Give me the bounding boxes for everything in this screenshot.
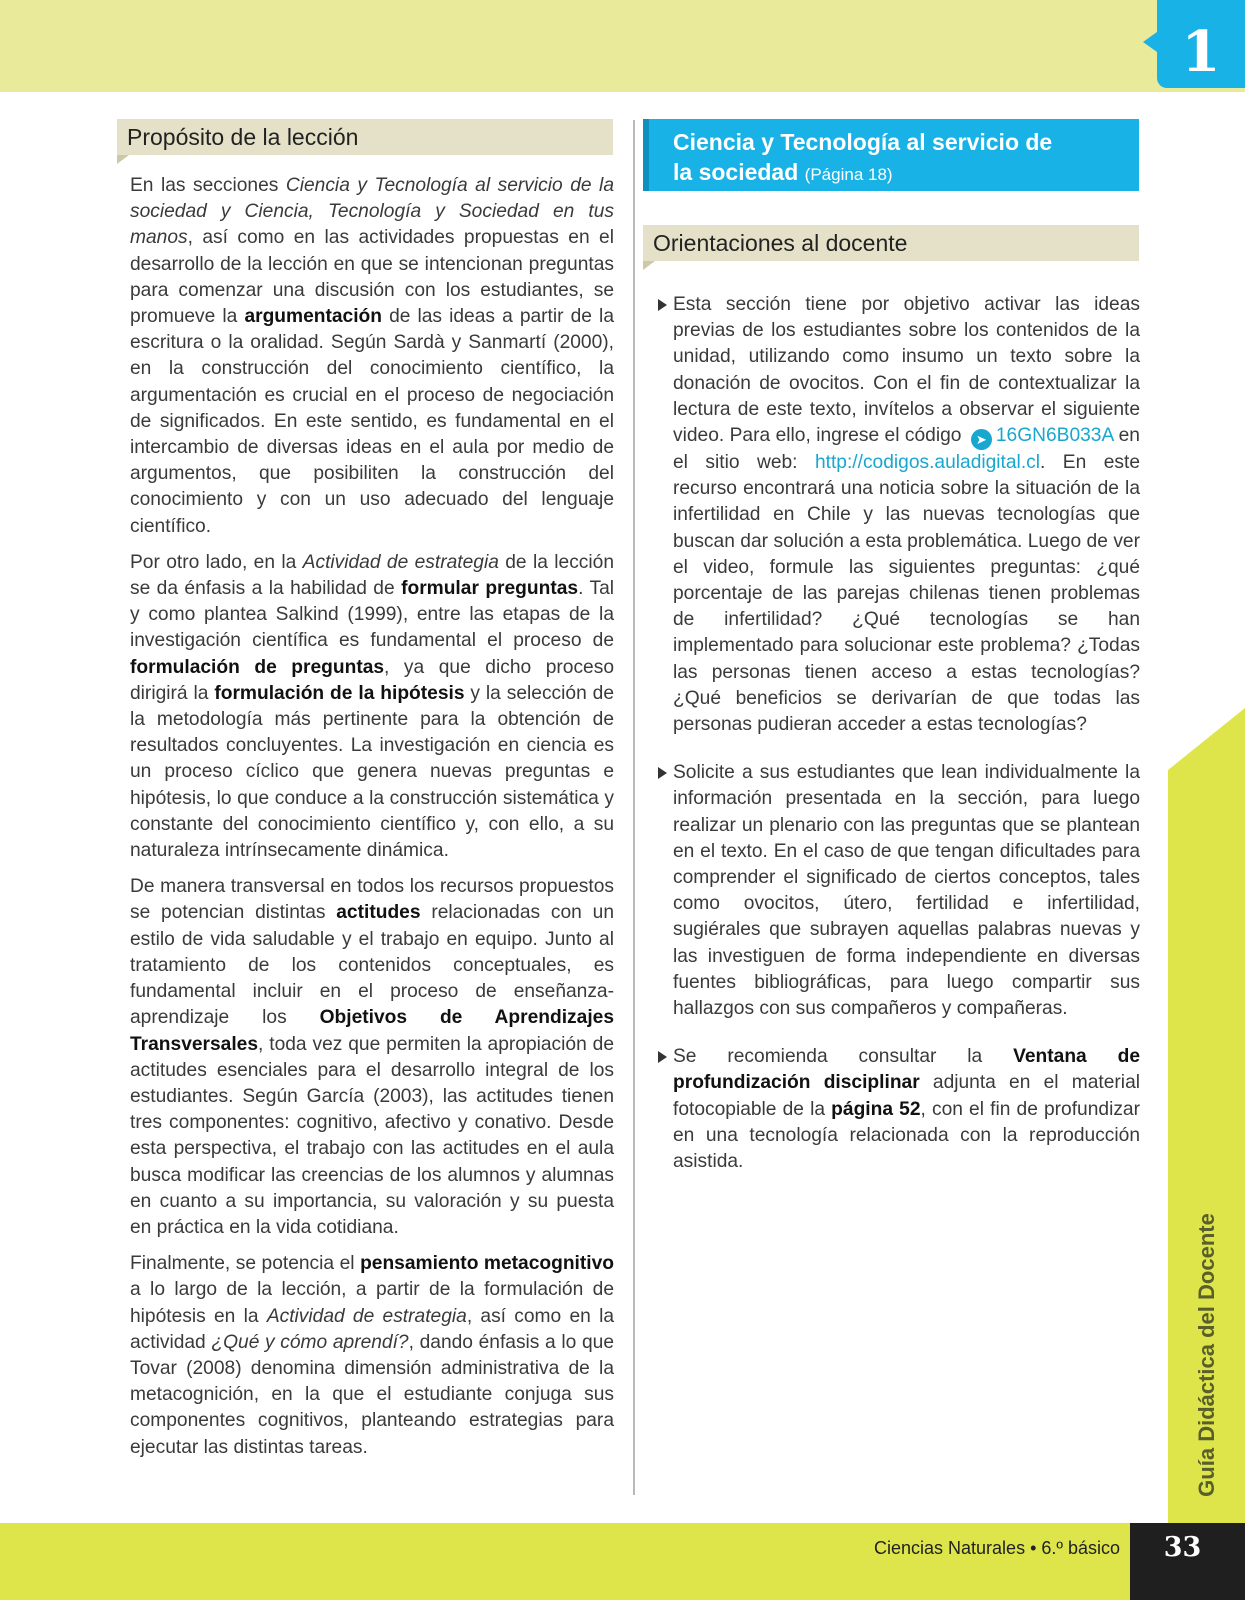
body-text: de las ideas a partir de la escritura o la oralidad. Según Sardà y Sanmartí (2000), en la construcción del conocimiento científico, la argumentación es crucial en el proceso de negociación de significados. En este sentido, es fundamental en el intercambio de diversas ideas en el aula por medio de argumentos, que posibiliten la construcción del conocimiento y con un uso adecuado del lenguaje científico. <box>130 306 614 537</box>
body-text: a lo largo de la lección, a partir de la formulación de hipótesis en la <box>130 1279 614 1327</box>
teacher-guidance-header: Orientaciones al docente <box>643 225 1139 261</box>
section-title-line1: Ciencia y Tecnología al servicio de <box>673 129 1053 155</box>
column-divider <box>633 120 635 1495</box>
key-term: Objetivos de Aprendizajes Transversales <box>130 1007 614 1055</box>
bullet-triangle-icon <box>658 1051 667 1063</box>
paragraph-argumentation <box>130 173 614 540</box>
guidance-bullets <box>658 292 1140 1197</box>
bullet-text <box>673 294 1140 735</box>
italic-text: ¿Qué y cómo aprendí? <box>211 1331 409 1353</box>
key-term: página 52 <box>831 1098 921 1120</box>
body-text: Se recomienda consultar la <box>673 1046 1014 1068</box>
body-text: de la lección se da énfasis a la habilidad de <box>130 551 615 600</box>
body-text: relacionadas con un estilo de vida saludable y el trabajo en equipo. Junto al tratamiento de los contenidos conceptuales, es fundamental incluir en el proceso de enseñanza-aprendizaje los <box>130 902 614 1029</box>
key-term: argumentación <box>244 306 382 328</box>
body-text: en el sitio web: <box>673 425 1140 474</box>
key-term: Ventana de profundización disciplinar <box>673 1046 1140 1094</box>
key-term: formulación de preguntas <box>130 656 385 678</box>
body-text: , ya que dicho proceso dirigirá la <box>130 656 614 704</box>
key-term: formulación de la hipótesis <box>214 682 465 704</box>
paragraph-attitudes <box>130 874 614 1241</box>
bullet-triangle-icon <box>658 299 667 311</box>
side-tab-notch <box>1168 708 1245 770</box>
body-text: De manera transversal en todos los recursos propuestos se potencian distintas <box>130 876 614 924</box>
lesson-purpose-body <box>130 173 614 1471</box>
side-label-text: Guía Didáctica del Docente <box>1193 1213 1219 1497</box>
key-term: formular preguntas <box>401 578 579 600</box>
section-title-line2: la sociedad <box>673 159 799 185</box>
bullet-text <box>673 1046 1140 1172</box>
bullet-item <box>658 292 1140 738</box>
side-label <box>1168 1215 1245 1495</box>
paragraph-questions <box>130 550 614 864</box>
key-term: actitudes <box>336 902 421 924</box>
italic-text: Actividad de estrategia <box>302 551 499 573</box>
body-text: , dando énfasis a lo que Tovar (2008) denomina dimensión administrativa de la metacognición, en la que el estudiante conjuga sus componentes cognitivos, planteando estrategias para ejecutar las distintas tareas. <box>130 1331 614 1458</box>
body-text: y la selección de la metodología más pertinente para la obtención de resultados concluyentes. La investigación en ciencia es un proceso cíclico que genera nuevas preguntas e hipótesis, lo que conduce a la construcción sistemática y constante del conocimiento científico y, con ello, a su naturaleza intrínsecamente dinámica. <box>130 682 614 862</box>
body-text: En las secciones <box>130 175 286 196</box>
website-link[interactable]: http://codigos.auladigital.cl <box>814 452 1041 474</box>
body-text: Solicite a sus estudiantes que lean individualmente la información presentada en la sección, para luego realizar un plenario con las preguntas que se plantean en el texto. En el caso de que tengan dificultades para comprender el significado de ciertos conceptos, tales como ovocitos, útero, fertilidad e infertilidad, sugiérales que subrayen aquellas palabras nuevas y las investiguen de forma independiente en diversas fuentes bibliográficas, para luego compartir sus hallazgos con sus compañeros y compañeras. <box>673 762 1140 1020</box>
body-text: , así como en la actividad <box>130 1305 615 1353</box>
unit-number-tab: 1 <box>1157 0 1245 88</box>
rocket-icon: ➤ <box>971 429 992 450</box>
body-text: , así como en las actividades propuestas en el desarrollo de la lección en que se intencionan preguntas para comenzar una discusión con los estudiantes, se promueve la <box>130 227 614 328</box>
key-term: pensamiento metacognitivo <box>360 1253 614 1275</box>
bullet-item <box>658 760 1140 1022</box>
body-text: Finalmente, se potencia el <box>130 1253 361 1275</box>
italic-text: Ciencia y Tecnología al servicio de la sociedad y Ciencia, Tecnología y Sociedad en tus manos <box>130 175 614 249</box>
body-text: Por otro lado, en la <box>130 551 303 573</box>
body-text: adjunta en el material fotocopiable de la <box>673 1072 1141 1120</box>
resource-code[interactable]: 16GN6B033A <box>995 425 1114 447</box>
paragraph-metacognition <box>130 1251 614 1461</box>
top-band <box>0 0 1245 92</box>
italic-text: Actividad de estrategia <box>266 1305 467 1327</box>
body-text: , toda vez que permiten la apropiación de actitudes esenciales para el desarrollo integral de los estudiantes. Según García (2003), las actitudes tienen tres componentes: cognitivo, afectivo y conativo. Desde esta perspectiva, el trabajo con las actitudes en el aula busca modificar las creencias de los alumnos y alumnas en cuanto a su importancia, su valoración y su puesta en práctica en la vida cotidiana. <box>130 1033 614 1238</box>
body-text: . En este recurso encontrará una noticia sobre la situación de la infertilidad en Chile y las nuevas tecnologías que buscan dar solución a esta problemática. Luego de ver el video, formule las siguientes preguntas: ¿qué porcentaje de las parejas chilenas tienen problemas de infertilidad? ¿Qué tecnologías se han implementado para solucionar este problema? ¿Todas las personas tienen acceso a estas tecnologías? ¿Qué beneficios se derivarían de que todas las personas pudieran acceder a estas tecnologías? <box>673 452 1140 736</box>
body-text: , con el fin de profundizar en una tecnología relacionada con la reproducción asistida. <box>673 1098 1140 1173</box>
bullet-triangle-icon <box>658 767 667 779</box>
lesson-purpose-header: Propósito de la lección <box>117 119 613 155</box>
body-text: . Tal y como plantea Salkind (1999), entre las etapas de la investigación científica es fundamental el proceso de <box>130 578 615 652</box>
page-number: 33 <box>1130 1523 1245 1600</box>
body-text: Esta sección tiene por objetivo activar las ideas previas de los estudiantes sobre los contenidos de la unidad, utilizando como insumo un texto sobre la donación de ovocitos. Con el fin de contextualizar la lectura de este texto, invítelos a observar el siguiente video. Para ello, ingrese el código <box>673 294 1140 447</box>
section-page-ref: (Página 18) <box>804 165 893 184</box>
bullet-item <box>658 1044 1140 1175</box>
section-title-banner <box>643 119 1139 191</box>
footer-subject: Ciencias Naturales • 6.º básico <box>874 1538 1120 1558</box>
bullet-text <box>673 762 1140 1019</box>
